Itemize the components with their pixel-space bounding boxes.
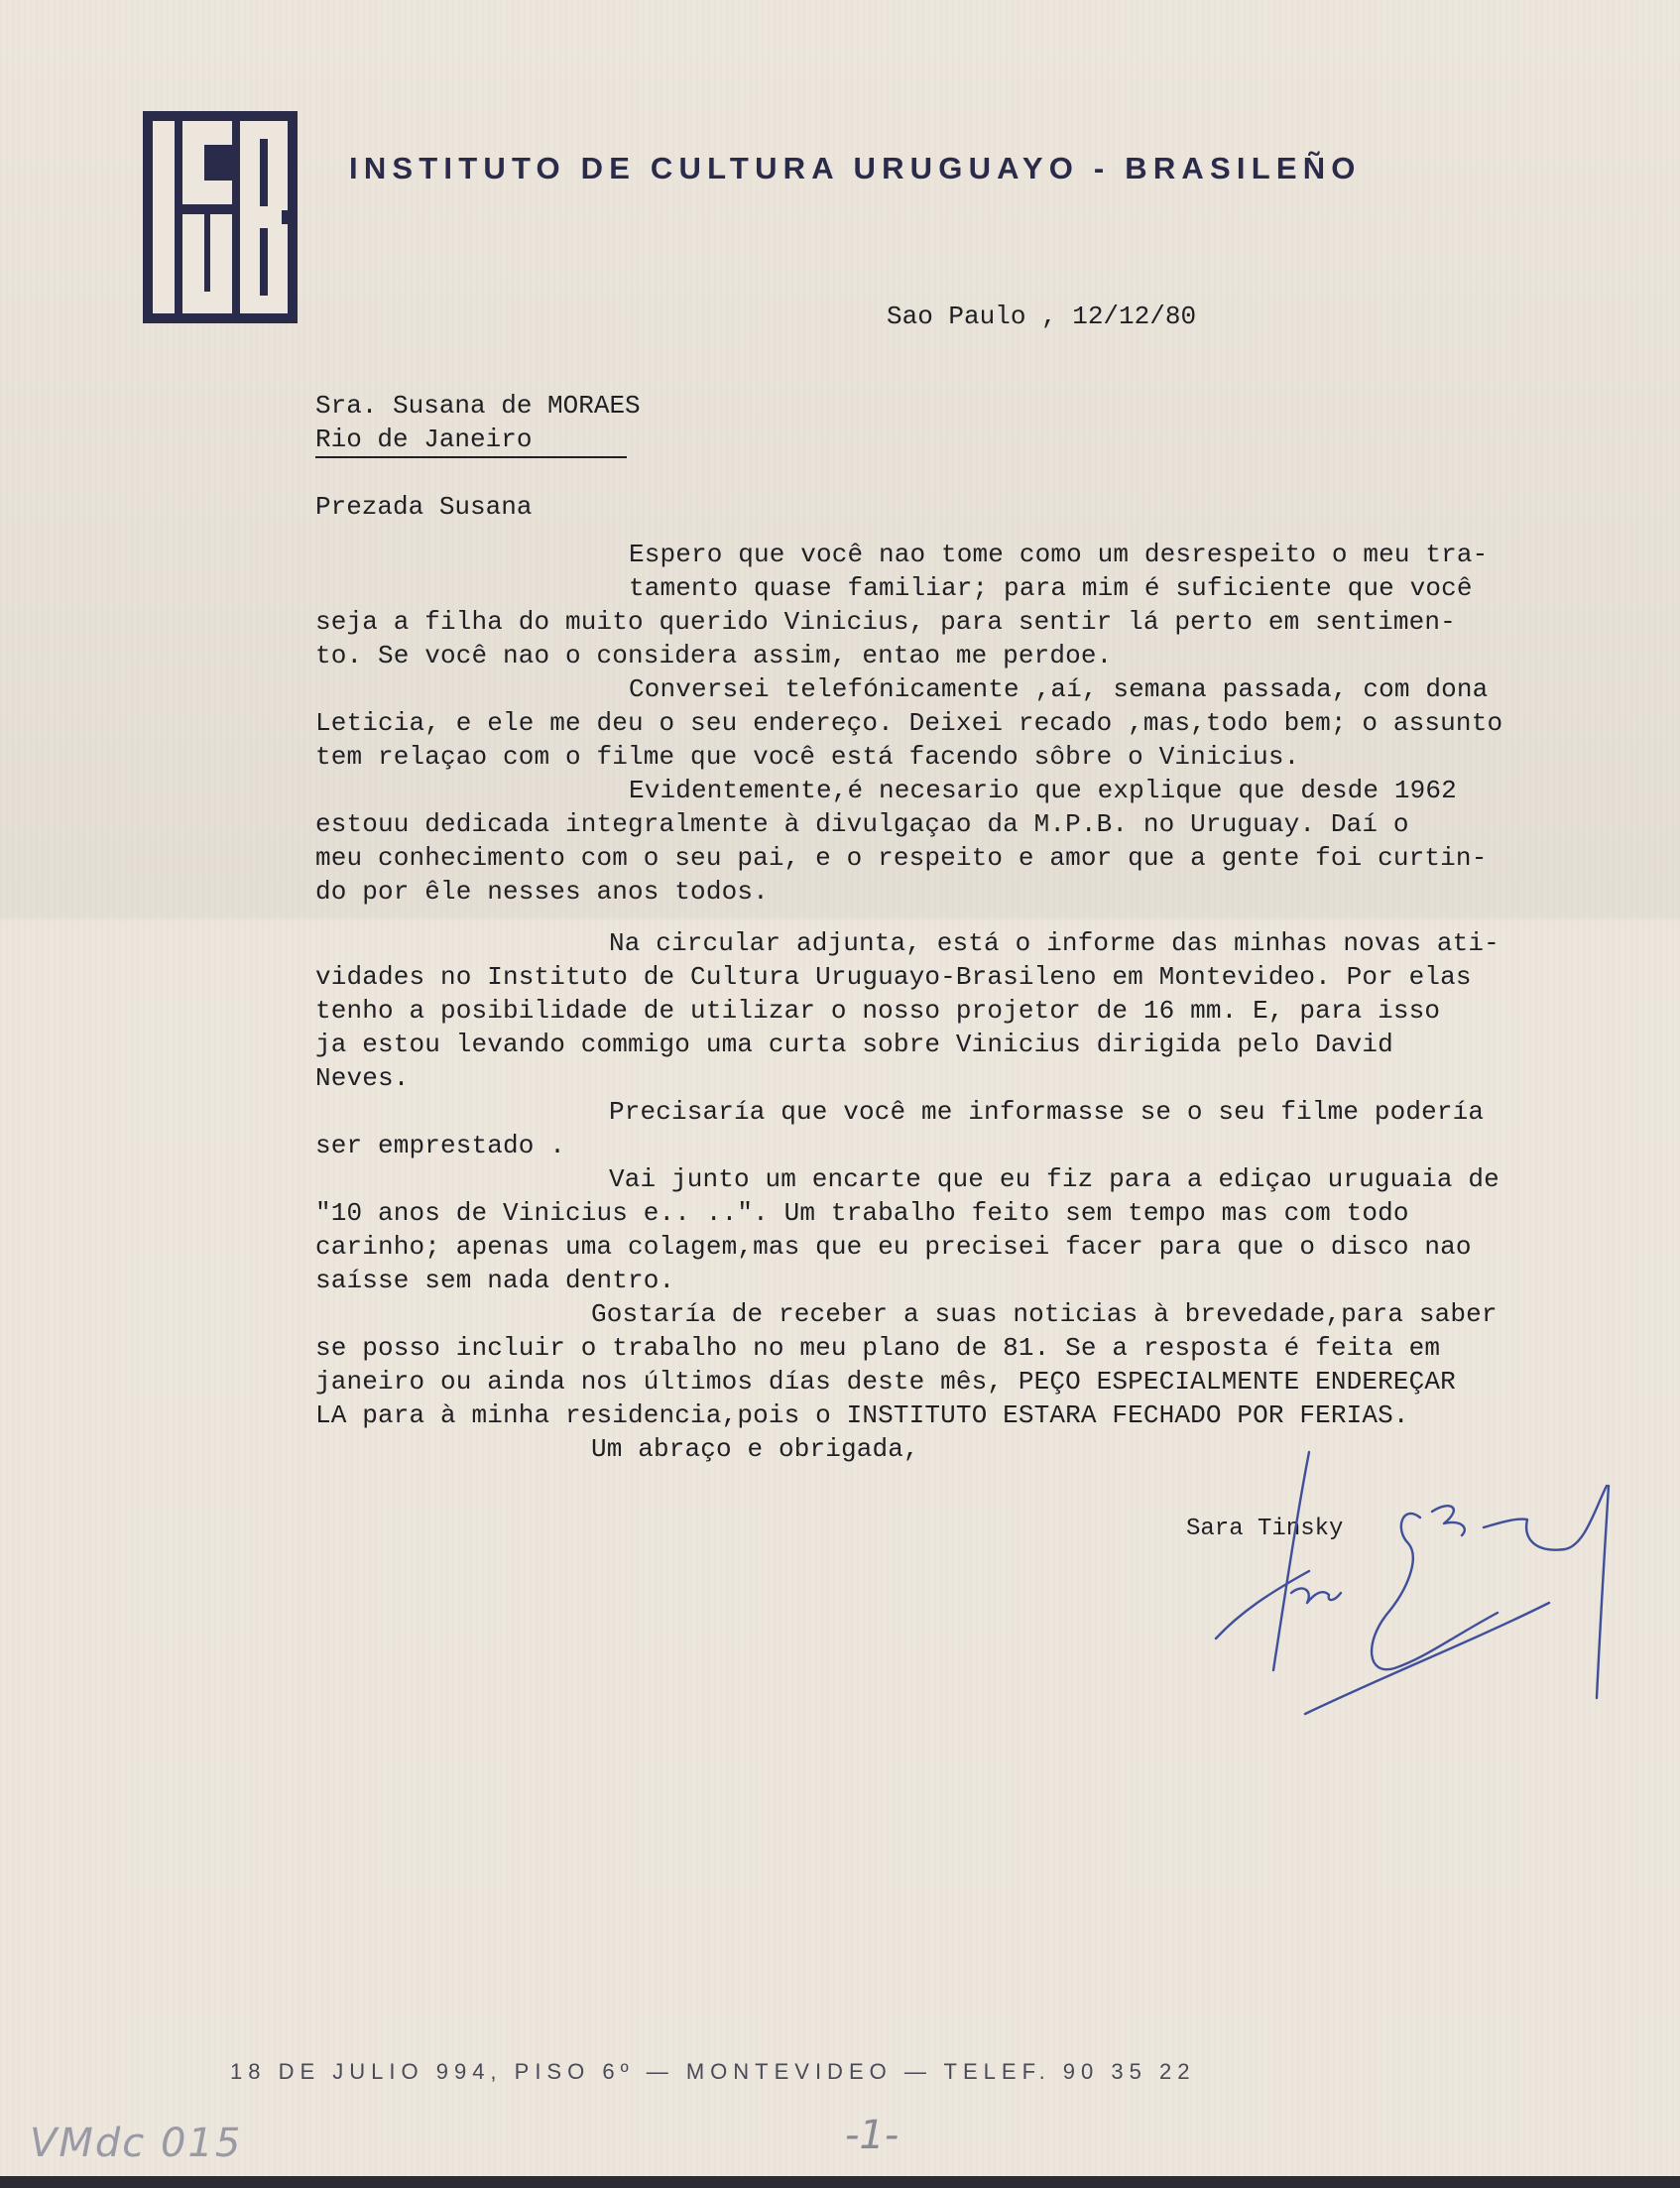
icub-logo [143,111,298,323]
body-line: ja estou levando commigo uma curta sobre Vinicius dirigida pelo David [315,1030,1393,1059]
body-line: tamento quase familiar; para mim é suficiente que você [629,573,1473,603]
body-line: to. Se você nao o considera assim, entao me perdoe. [315,641,1113,670]
body-line: Vai junto um encarte que eu fiz para a ediçao uruguaia de [609,1164,1500,1194]
body-line: Gostaría de receber a suas noticias à brevedade,para saber [591,1299,1498,1329]
body-line: LA para à minha residencia,pois o INSTITUTO ESTARA FECHADO POR FERIAS. [315,1400,1409,1430]
recipient-name: Sra. Susana de MORAES [315,391,641,421]
body-line: meu conhecimento com o seu pai, e o respeito e amor que a gente foi curtin- [315,843,1488,873]
body-line: tem relaçao com o filme que você está facendo sôbre o Vinicius. [315,742,1300,772]
body-line: janeiro ou ainda nos últimos días deste mês, PEÇO ESPECIALMENTE ENDEREÇAR [315,1367,1456,1397]
body-line: ser emprestado . [315,1131,566,1160]
place-date: Sao Paulo , 12/12/80 [887,302,1197,331]
body-line: do por êle nesses anos todos. [315,877,769,907]
body-line: estouu dedicada integralmente à divulgaçao da M.P.B. no Uruguay. Daí o [315,809,1409,839]
body-line: seja a filha do muito querido Vinicius, para sentir lá perto em sentimen- [315,607,1456,637]
recipient-block [315,389,641,458]
page-number: -1- [845,2113,900,2158]
body-line: se posso incluir o trabalho no meu plano de 81. Se a resposta é feita em [315,1333,1441,1363]
body-line: Evidentemente,é necesario que explique que desde 1962 [629,776,1457,805]
handwritten-signature [1200,1444,1656,1722]
footer-address: 18 DE JULIO 994, PISO 6º — MONTEVIDEO — TELEF. 90 35 22 [230,2059,1196,2084]
scan-edge [0,2176,1680,2188]
body-line: Um abraço e obrigada, [591,1434,919,1464]
body-line: Conversei telefónicamente ,aí, semana passada, com dona [629,674,1489,704]
body-line: Espero que você nao tome como um desrespeito o meu tra- [629,540,1489,569]
body-line: "10 anos de Vinicius e.. ..". Um trabalho feito sem tempo mas com todo [315,1198,1409,1228]
signer-name: Sara Tinsky [1186,1516,1344,1542]
body-line: Precisaría que você me informasse se o seu filme podería [609,1097,1485,1127]
body-line: Neves. [315,1063,410,1093]
body-line: Na circular adjunta, está o informe das minhas novas ati- [609,928,1500,958]
body-line: vidades no Instituto de Cultura Uruguayo-Brasileno em Montevideo. Por elas [315,962,1472,992]
salutation: Prezada Susana [315,492,533,522]
archive-reference: VMdc 015 [30,2121,243,2166]
body-line: saísse sem nada dentro. [315,1266,675,1295]
body-line: carinho; apenas uma colagem,mas que eu precisei facer para que o disco nao [315,1232,1472,1262]
body-line: tenho a posibilidade de utilizar o nosso projetor de 16 mm. E, para isso [315,996,1441,1026]
recipient-city: Rio de Janeiro [315,423,627,458]
institute-title: INSTITUTO DE CULTURA URUGUAYO - BRASILEÑO [349,151,1362,185]
body-line: Leticia, e ele me deu o seu endereço. Deixei recado ,mas,todo bem; o assunto [315,708,1503,738]
